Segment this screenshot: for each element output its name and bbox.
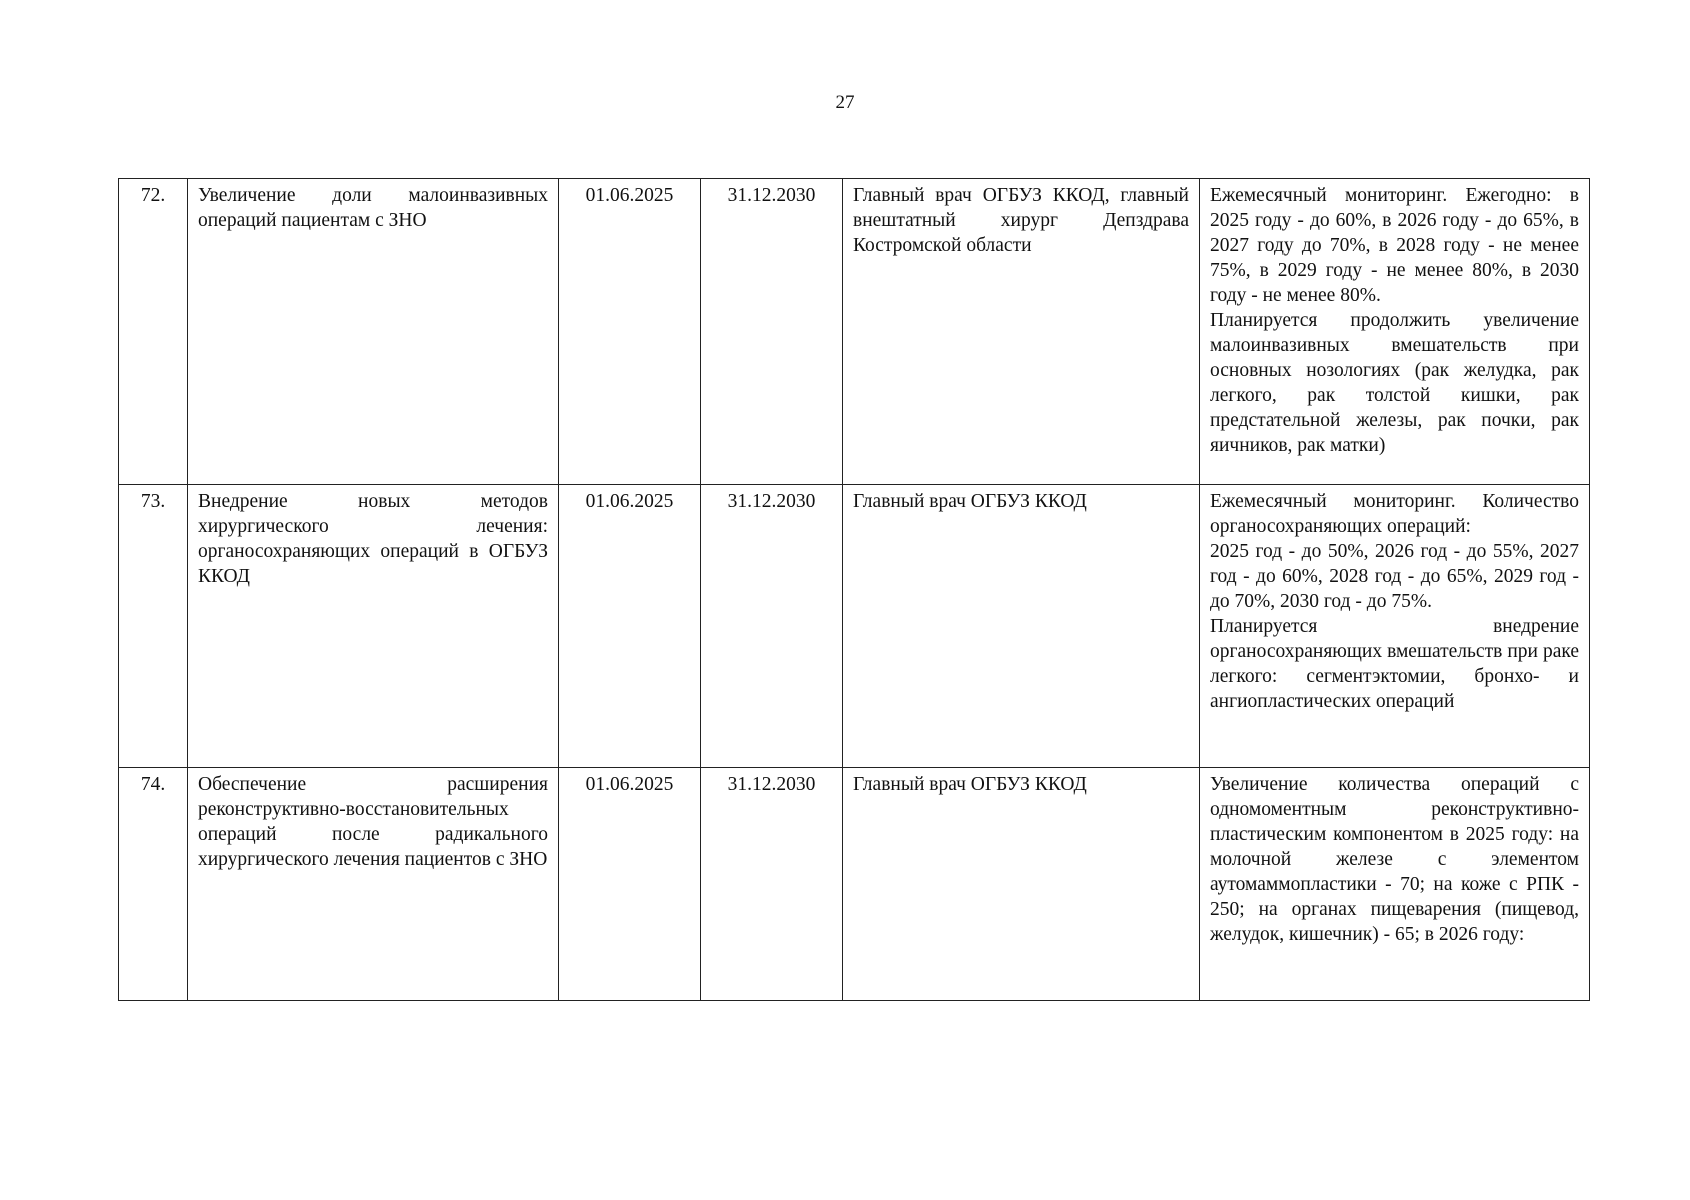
table-row: [119, 768, 1590, 1001]
page-number: 27: [835, 92, 855, 113]
measures-table: [118, 178, 1590, 1001]
start-date: 01.06.2025: [559, 768, 701, 1001]
row-number: 74.: [119, 768, 188, 1001]
result-paragraph: Планируется внедрение органосохраняющих вмешательств при раке легкого: сегментэктомии, бронхо- и ангиопластических операций: [1210, 616, 1579, 712]
expected-result: [1200, 768, 1590, 1001]
measure-name: Увеличение доли малоинвазивных операций пациентам с ЗНО: [188, 179, 559, 485]
result-paragraph: Планируется продолжить увеличение малоинвазивных вмешательств при основных нозологиях (рак желудка, рак легкого, рак толстой кишки, рак предстательной железы, рак почки, рак яичников, рак матки): [1210, 310, 1579, 456]
responsible-person: Главный врач ОГБУЗ ККОД, главный внештатный хирург Депздрава Костромской области: [843, 179, 1200, 485]
result-paragraph: Ежемесячный мониторинг. Количество органосохраняющих операций:: [1210, 491, 1579, 537]
result-paragraph: Увеличение количества операций с одномоментным реконструктивно-пластическим компонентом в 2025 году: на молочной железе с элементом аутомаммопластики - 70; на коже с РПК - 250; на органах пищеварения (пищевод, желудок, кишечник) - 65; в 2026 году:: [1210, 774, 1579, 945]
end-date: 31.12.2030: [701, 179, 843, 485]
table-row: [119, 179, 1590, 485]
end-date: 31.12.2030: [701, 485, 843, 768]
expected-result: [1200, 179, 1590, 485]
measure-name: Внедрение новых методов хирургического лечения: органосохраняющих операций в ОГБУЗ ККОД: [188, 485, 559, 768]
result-paragraph: 2025 год - до 50%, 2026 год - до 55%, 2027 год - до 60%, 2028 год - до 65%, 2029 год - до 70%, 2030 год - до 75%.: [1210, 541, 1579, 612]
table-row: [119, 485, 1590, 768]
end-date: 31.12.2030: [701, 768, 843, 1001]
start-date: 01.06.2025: [559, 179, 701, 485]
responsible-person: Главный врач ОГБУЗ ККОД: [843, 485, 1200, 768]
measure-name: Обеспечение расширения реконструктивно-восстановительных операций после радикального хирургического лечения пациентов с ЗНО: [188, 768, 559, 1001]
row-number: 72.: [119, 179, 188, 485]
start-date: 01.06.2025: [559, 485, 701, 768]
responsible-person: Главный врач ОГБУЗ ККОД: [843, 768, 1200, 1001]
expected-result: [1200, 485, 1590, 768]
row-number: 73.: [119, 485, 188, 768]
result-paragraph: Ежемесячный мониторинг. Ежегодно: в 2025 году - до 60%, в 2026 году - до 65%, в 2027 году до 70%, в 2028 году - не менее 75%, в 2029 году - не менее 80%, в 2030 году - не менее 80%.: [1210, 185, 1579, 306]
